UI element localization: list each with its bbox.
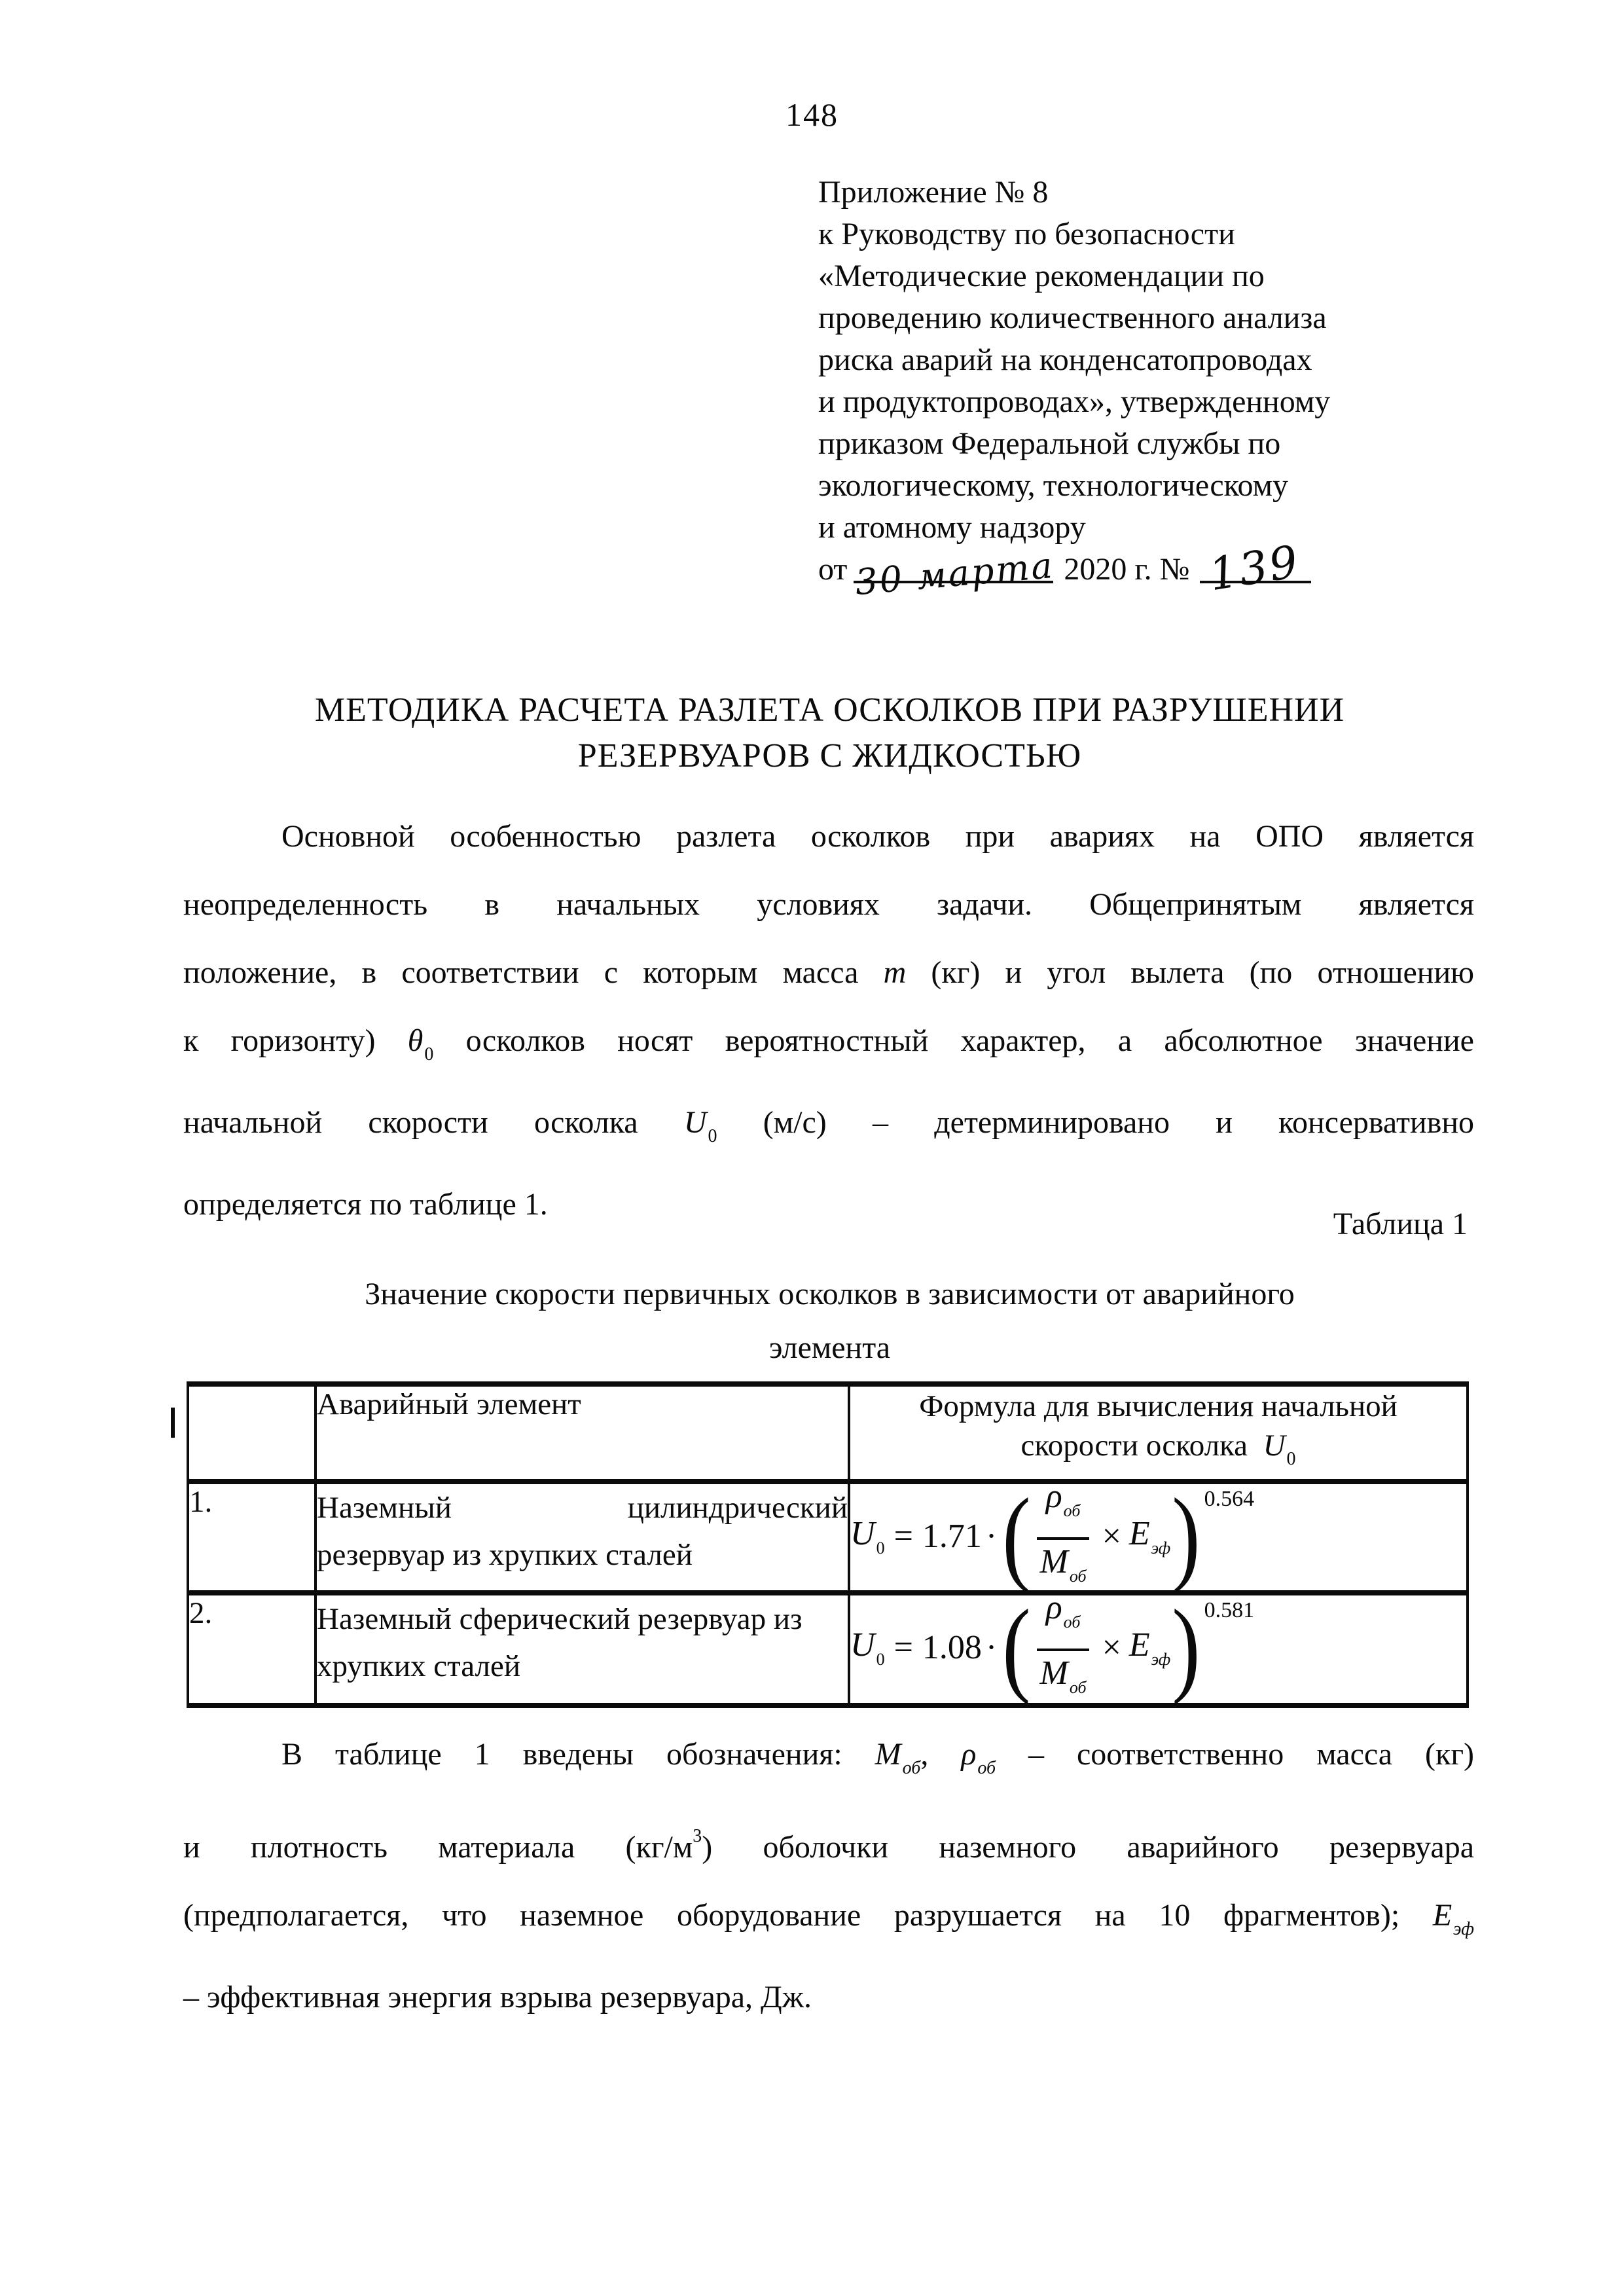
appendix-header-block xyxy=(818,172,1578,604)
element-text-line: резервуар из хрупких сталей xyxy=(317,1538,693,1572)
table-row xyxy=(188,1593,1468,1705)
open-paren: ( xyxy=(1002,1588,1031,1706)
header-cell-formula xyxy=(849,1384,1468,1482)
multiplication-dot: · xyxy=(985,1628,998,1666)
math-subscript: об xyxy=(977,1758,996,1778)
appendix-line: «Методические рекомендации по xyxy=(818,259,1265,293)
text-line xyxy=(183,871,1474,939)
text-segment: (м/с) – детерминировано и консервативно xyxy=(717,1105,1475,1140)
header-cell-element xyxy=(316,1384,849,1482)
math-subscript: 0 xyxy=(876,1649,885,1669)
open-paren: ( xyxy=(1002,1477,1031,1595)
math-var-rho: ρ xyxy=(1045,1589,1062,1626)
date-underline xyxy=(854,544,1056,604)
appendix-line: Приложение № 8 xyxy=(818,175,1049,210)
approval-date-line xyxy=(818,536,1578,604)
table-caption-line1: Значение скорости первичных осколков в зависимости от аварийного xyxy=(365,1277,1295,1311)
order-number-underline xyxy=(1200,536,1311,602)
math-var-u: U xyxy=(683,1105,707,1140)
appendix-line: риска аварий на конденсатопроводах xyxy=(818,342,1312,377)
math-var-e: E xyxy=(1128,1514,1150,1552)
text-segment: цилиндрический xyxy=(627,1491,848,1525)
document-title-line2: РЕЗЕРВУАРОВ С ЖИДКОСТЬЮ xyxy=(577,737,1082,774)
text-segment: и плотность материала (кг/м xyxy=(183,1830,693,1865)
text-segment: осколков носят вероятностный характер, а абсолютное значение xyxy=(433,1023,1474,1058)
fraction-numerator xyxy=(1037,1478,1090,1540)
math-subscript: 0 xyxy=(876,1538,885,1558)
fraction xyxy=(1036,1478,1091,1594)
formula-cell xyxy=(849,1588,1468,1706)
text-segment: В таблице 1 введены обозначения: xyxy=(281,1737,875,1772)
header-text-segment: скорости осколка xyxy=(1020,1429,1248,1463)
paragraph-notation xyxy=(183,1721,1474,2032)
equals-sign: = xyxy=(893,1517,913,1555)
close-paren: ) xyxy=(1172,1477,1200,1595)
text-line xyxy=(183,1963,1474,2032)
date-prefix: от xyxy=(818,552,848,587)
text-segment: к горизонту) xyxy=(183,1023,408,1058)
text-line xyxy=(183,939,1474,1007)
math-subscript: 0 xyxy=(1286,1449,1296,1469)
element-text-line: Наземный сферический резервуар из xyxy=(317,1602,803,1636)
text-segment: определяется по таблице 1. xyxy=(183,1187,548,1222)
appendix-line: проведению количественного анализа xyxy=(818,301,1327,335)
math-subscript: об xyxy=(1063,1613,1081,1631)
math-subscript: эф xyxy=(1151,1538,1171,1558)
formula-coefficient: 1.08 xyxy=(922,1628,982,1666)
math-subscript: об xyxy=(1063,1501,1081,1520)
math-var-m: M xyxy=(1039,1543,1068,1580)
header-text: Формула для вычисления начальной xyxy=(919,1389,1398,1423)
math-var-m: M xyxy=(875,1737,901,1772)
text-segment: (кг) и угол вылета (по отношению xyxy=(906,955,1474,990)
handwritten-date: 30 марта xyxy=(854,544,1056,604)
formula-exponent: 0.581 xyxy=(1204,1598,1255,1622)
header-text: Аварийный элемент xyxy=(317,1387,581,1421)
math-var-e: E xyxy=(1432,1898,1453,1933)
document-title xyxy=(183,687,1476,779)
handwritten-order-number: 139 xyxy=(1206,536,1304,602)
row-number-cell: 2. xyxy=(188,1593,316,1705)
header-cell-number xyxy=(188,1384,316,1482)
scan-artifact xyxy=(171,1408,175,1438)
formula-exponent: 0.564 xyxy=(1204,1487,1255,1511)
math-var-m: m xyxy=(883,955,907,990)
table-header-row xyxy=(188,1384,1468,1482)
element-text-line xyxy=(317,1484,848,1531)
text-segment: – эффективная энергия взрыва резервуара, Дж. xyxy=(183,1980,812,2014)
times-sign: × xyxy=(1102,1517,1121,1555)
formula-lhs xyxy=(850,1514,885,1558)
text-segment: – соответственно масса (кг) xyxy=(996,1737,1475,1772)
equals-sign: = xyxy=(893,1628,913,1666)
table-caption-line2: элемента xyxy=(768,1330,891,1365)
element-cell xyxy=(316,1482,849,1593)
text-segment: , xyxy=(920,1737,962,1772)
formula-u0-cylindrical xyxy=(850,1477,1466,1595)
text-segment: неопределенность в начальных условиях задачи. Общепринятым является xyxy=(183,887,1474,922)
fraction xyxy=(1036,1590,1091,1705)
text-segment: ) оболочки наземного аварийного резервуара xyxy=(702,1830,1475,1865)
math-var-u: U xyxy=(1263,1429,1286,1463)
text-line xyxy=(183,1802,1474,1882)
table-label: Таблица 1 xyxy=(1333,1207,1468,1241)
text-segment: (предполагается, что наземное оборудование разрушается на 10 фрагментов); xyxy=(183,1898,1433,1933)
element-cell xyxy=(316,1593,849,1705)
math-var-rho: ρ xyxy=(1045,1478,1062,1515)
element-text-line: хрупких сталей xyxy=(317,1649,520,1683)
appendix-line: и продуктопроводах», утвержденному xyxy=(818,384,1331,419)
text-line xyxy=(183,803,1474,871)
math-subscript: эф xyxy=(1151,1649,1171,1669)
formula-lhs xyxy=(850,1626,885,1669)
math-var-m: M xyxy=(1039,1654,1068,1692)
appendix-line: приказом Федеральной службы по xyxy=(818,426,1281,461)
page-number: 148 xyxy=(785,96,839,133)
math-subscript: об xyxy=(902,1758,921,1778)
formula-energy-term xyxy=(1129,1626,1170,1669)
close-paren: ) xyxy=(1172,1588,1200,1706)
table-row xyxy=(188,1482,1468,1593)
formula-coefficient: 1.71 xyxy=(922,1517,982,1555)
math-var-rho: ρ xyxy=(961,1737,977,1772)
table-caption xyxy=(183,1267,1476,1375)
math-var-theta: θ xyxy=(407,1023,424,1058)
paragraph-intro xyxy=(183,803,1474,1239)
math-subscript: об xyxy=(1069,1678,1087,1697)
fraction-denominator xyxy=(1036,1651,1091,1705)
appendix-line: и атомному надзору xyxy=(818,510,1086,545)
formula-u0-spherical xyxy=(850,1588,1466,1706)
math-subscript: 0 xyxy=(424,1044,434,1065)
header-text xyxy=(850,1426,1466,1479)
multiplication-dot: · xyxy=(985,1517,998,1555)
math-subscript: об xyxy=(1069,1567,1087,1586)
text-line xyxy=(183,1089,1474,1171)
math-superscript: 3 xyxy=(693,1826,702,1846)
appendix-line: экологическому, технологическому xyxy=(818,468,1288,503)
text-line xyxy=(183,1007,1474,1089)
math-subscript: эф xyxy=(1453,1919,1474,1939)
text-line xyxy=(183,1882,1474,1963)
fraction-numerator xyxy=(1037,1590,1090,1651)
formula-cell xyxy=(849,1477,1468,1595)
date-year-label: 2020 г. № xyxy=(1064,552,1190,587)
formula-energy-term xyxy=(1129,1514,1170,1558)
text-segment: Наземный xyxy=(317,1491,452,1525)
math-var-u: U xyxy=(850,1626,875,1664)
math-var-u: U xyxy=(850,1514,875,1552)
document-title-line1: МЕТОДИКА РАСЧЕТА РАЗЛЕТА ОСКОЛКОВ ПРИ РАЗРУШЕНИИ xyxy=(314,691,1345,729)
text-segment: начальной скорости осколка xyxy=(183,1105,684,1140)
row-number-cell: 1. xyxy=(188,1482,316,1593)
fraction-denominator xyxy=(1036,1540,1091,1594)
times-sign: × xyxy=(1102,1628,1121,1666)
table-1 xyxy=(187,1381,1469,1708)
math-var-e: E xyxy=(1128,1626,1150,1664)
text-segment: Основной особенностью разлета осколков при авариях на ОПО является xyxy=(281,819,1474,854)
text-segment: положение, в соответствии с которым масса xyxy=(183,955,884,990)
text-line xyxy=(183,1721,1474,1802)
appendix-line: к Руководству по безопасности xyxy=(818,217,1235,251)
math-subscript: 0 xyxy=(708,1126,717,1146)
